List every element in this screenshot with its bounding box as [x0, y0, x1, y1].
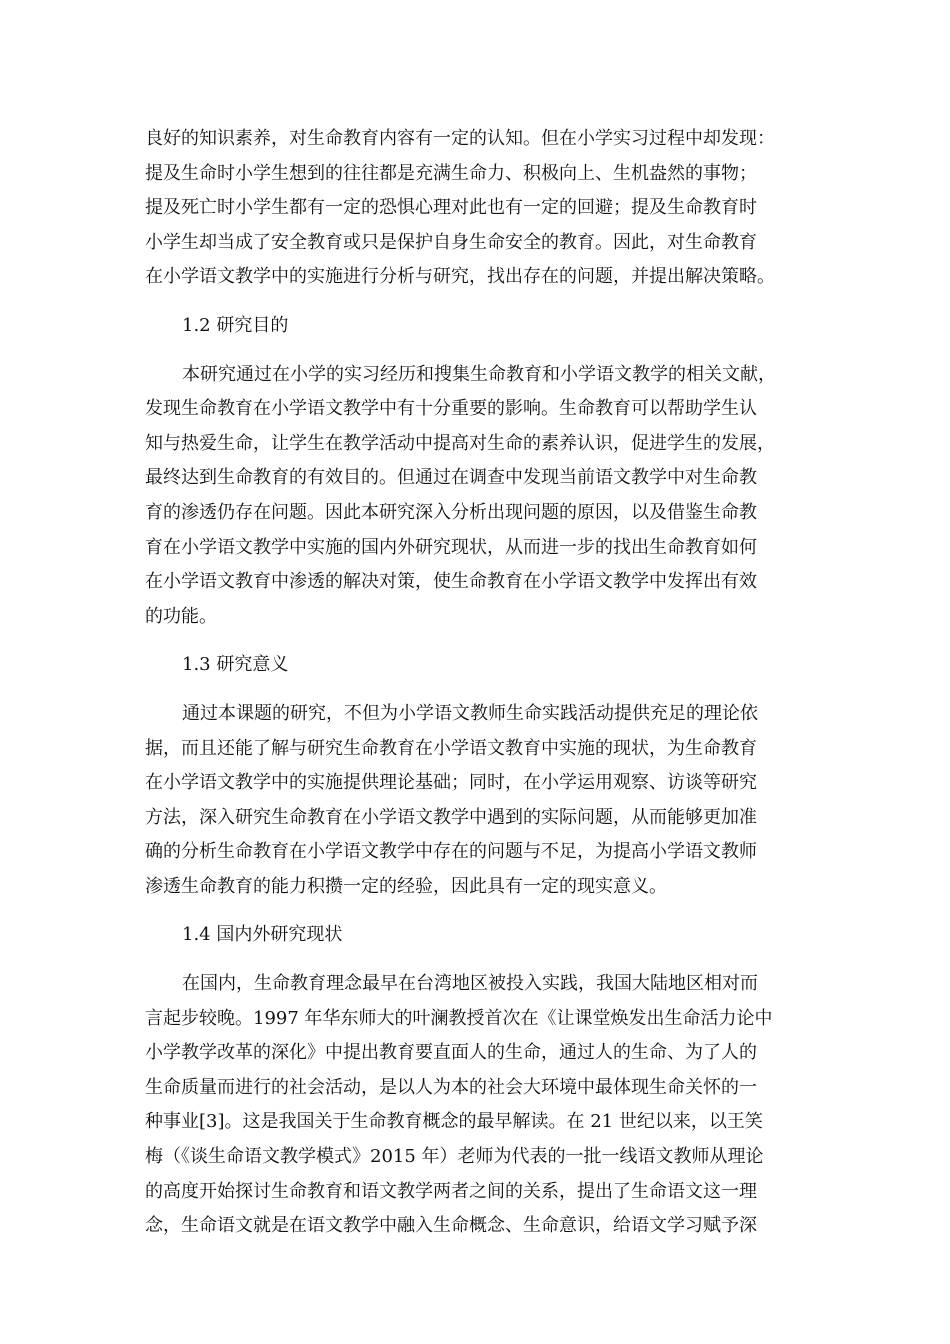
paragraph-line: 在小学语文教育中渗透的解决对策，使生命教育在小学语文教学中发挥出有效 — [145, 571, 757, 593]
paragraph-line: 的高度开始探讨生命教育和语文教学两者之间的关系，提出了生命语文这一理 — [145, 1180, 757, 1202]
section-heading-research-status: 1.4 国内外研究现状 — [182, 924, 343, 946]
paragraph-line: 本研究通过在小学的实习经历和搜集生命教育和小学语文教学的相关文献， — [182, 363, 776, 385]
paragraph-line: 生命质量而进行的社会活动，是以人为本的社会大环境中最体现生命关怀的一 — [145, 1076, 757, 1098]
document-body — [145, 122, 805, 1244]
paragraph-line: 在国内，生命教育理念最早在台湾地区被投入实践，我国大陆地区相对而 — [182, 973, 758, 995]
paragraph-line: 在小学语文教学中的实施进行分析与研究，找出存在的问题，并提出解决策略。 — [145, 266, 775, 288]
paragraph-line: 提及死亡时小学生都有一定的恐惧心理对此也有一定的回避；提及生命教育时 — [145, 197, 757, 219]
section-heading-research-purpose: 1.2 研究目的 — [182, 314, 289, 336]
paragraph-line: 种事业[3]。这是我国关于生命教育概念的最早解读。在 21 世纪以来，以王笑 — [145, 1111, 763, 1133]
paragraph-line: 知与热爱生命，让学生在教学活动中提高对生命的素养认识，促进学生的发展， — [145, 432, 775, 454]
paragraph-line: 提及生命时小学生想到的往往都是充满生命力、积极向上、生机盎然的事物； — [145, 162, 757, 184]
paragraph-line: 最终达到生命教育的有效目的。但通过在调查中发现当前语文教学中对生命教 — [145, 467, 757, 489]
paragraph-line: 梅（《谈生命语文教学模式》2015 年）老师为代表的一批一线语文教师从理论 — [145, 1146, 764, 1168]
paragraph-line: 小学教学改革的深化》中提出教育要直面人的生命，通过人的生命、为了人的 — [145, 1042, 757, 1064]
paragraph-line: 育在小学语文教学中实施的国内外研究现状，从而进一步的找出生命教育如何 — [145, 536, 757, 558]
paragraph-line: 育的渗透仍存在问题。因此本研究深入分析出现问题的原因，以及借鉴生命教 — [145, 501, 757, 523]
paragraph-line: 发现生命教育在小学语文教学中有十分重要的影响。生命教育可以帮助学生认 — [145, 398, 757, 420]
intro-paragraph — [145, 122, 805, 295]
research-purpose-paragraph — [145, 358, 805, 635]
paragraph-line: 据，而且还能了解与研究生命教育在小学语文教育中实施的现状，为生命教育 — [145, 737, 757, 759]
paragraph-line: 通过本课题的研究，不但为小学语文教师生命实践活动提供充足的理论依 — [182, 702, 758, 724]
section-heading-research-significance: 1.3 研究意义 — [182, 654, 289, 676]
paragraph-line: 言起步较晚。1997 年华东师大的叶澜教授首次在《让课堂焕发出生命活力论中 — [145, 1007, 773, 1029]
research-significance-paragraph — [145, 697, 805, 905]
paragraph-line: 良好的知识素养，对生命教育内容有一定的认知。但在小学实习过程中却发现： — [145, 128, 775, 149]
paragraph-line: 确的分析生命教育在小学语文教学中存在的问题与不足，为提高小学语文教师 — [145, 841, 757, 863]
paragraph-line: 渗透生命教育的能力积攒一定的经验，因此具有一定的现实意义。 — [145, 875, 667, 897]
paragraph-line: 在小学语文教学中的实施提供理论基础；同时，在小学运用观察、访谈等研究 — [145, 772, 757, 794]
paragraph-line: 的功能。 — [145, 605, 217, 627]
paragraph-line: 念，生命语文就是在语文教学中融入生命概念、生命意识，给语文学习赋予深 — [145, 1215, 757, 1237]
research-status-paragraph — [145, 967, 805, 1244]
paragraph-line: 小学生却当成了安全教育或只是保护自身生命安全的教育。因此，对生命教育 — [145, 231, 757, 253]
paragraph-line: 方法，深入研究生命教育在小学语文教学中遇到的实际问题，从而能够更加准 — [145, 806, 757, 828]
